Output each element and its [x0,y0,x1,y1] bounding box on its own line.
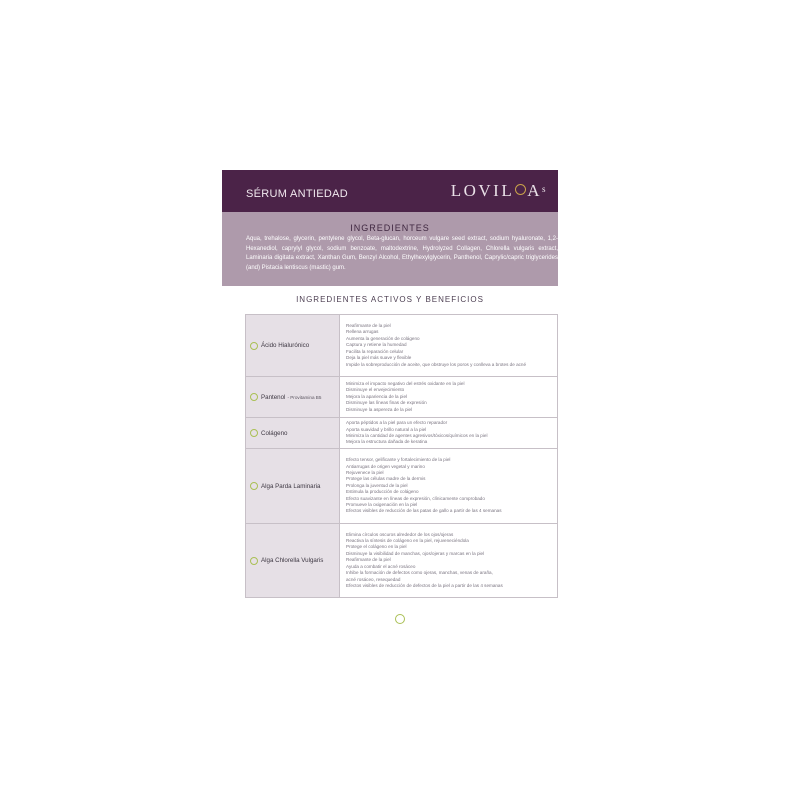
benefit-item: Minimiza el impacto negativo del estrés oxidante en la piel [346,380,465,386]
benefit-item: Efectos visibles de reducción de las patas de gallo a partir de las 4 semanas [346,508,502,514]
brand-logo: LOVIL $A^s$ [450,181,548,200]
leaf-icon [250,429,258,437]
ingredients-text: Aqua, trehalose, glycerin, pentylene glycol, Beta-glucan, horceum vulgare seed extract, sodium hyaluronate, 1,2-Hexanediol, caprylyl glycol, sodium benzoate, maltodextrine, Hydrolyzed Collagen, Chlorella vulgaris extract, Laminaria digitata extract, Xanthan Gum, Benzyl Alcohol, Ethylhexylglycerin, Panthenol, Caprylic/capric triglycerides (and) Pistacia lentiscus (mastic) gum. [246,236,558,271]
benefit-item: Reactiva la síntesis de colágeno en la piel, rejuveneciéndola [346,538,469,544]
benefit-item: Deja la piel más suave y flexible [346,355,412,361]
benefit-item: Impide la sobreproducción de aceite, que obstruye los poros y conlleva a brotes de acné [346,361,527,367]
leaf-icon [250,482,258,490]
table-row [246,315,558,377]
benefit-item: Minimiza la cantidad de agentes agresivos/tóxicos/químicos en la piel [346,433,488,438]
benefit-item: Disminuye la visibilidad de manchas, ojos/ojeras y marcas en la piel [346,550,485,556]
header-bar [222,170,558,212]
benefit-item: Captura y retiene la humedad [346,342,407,348]
benefit-item: Protege las células madre de la dermis [346,476,426,482]
benefits-table [245,314,558,598]
sun-icon [515,184,526,195]
active-ingredients-title: INGREDIENTES ACTIVOS Y BENEFICIOS [296,295,484,304]
table-row [246,449,558,524]
benefits-cell [340,315,558,377]
benefit-item: Estimula la producción de colágeno [346,489,419,495]
benefit-item: Antiarrugas de origen vegetal y marino [346,463,425,469]
benefit-item: Mejora la apariencia de la piel [346,393,408,399]
ingredient-name: Colágeno [261,429,288,437]
ingredients-title: INGREDIENTES [350,223,430,233]
benefit-item: Elimina círculos oscuros alrededor de los ojos/ojeras [346,531,454,537]
benefit-item: Disminuye el envejecimiento [346,387,405,393]
benefits-cell [340,524,558,598]
benefit-item: Disminuye las líneas finas de expresión [346,400,427,406]
benefits-cell [340,377,558,418]
ingredients-band [222,212,558,286]
ingredient-cell [246,315,340,377]
benefits-cell [340,418,558,449]
benefit-item: Disminuye la aspereza de la piel [346,406,413,412]
product-sheet [222,170,558,640]
benefit-item: Rellena arrugas [346,329,379,335]
benefit-item: Efecto tensor, gelificante y fortalecimiento de la piel [346,457,451,463]
ingredient-name: Alga Parda Laminaria [261,482,321,490]
ingredient-name: Alga Chlorella Vulgaris [261,557,324,564]
benefit-item: Efecto suavizante en líneas de expresión, clínicamente comprobado [346,495,485,501]
ingredient-cell [246,377,340,418]
leaf-icon [250,393,258,401]
benefits-cell [340,449,558,524]
leaf-icon [250,557,258,565]
benefit-item: Aporta péptidos a la piel para un efecto reparador [346,420,448,426]
benefit-item: Ayuda a combatir el acné rosáceo [346,563,416,569]
leaf-icon [250,342,258,350]
benefit-item: Aporta suavidad y brillo natural a la piel [346,426,427,432]
leaf-emblem-icon [395,614,405,624]
benefit-item: Inhibe la formación de defectos como ojeras, manchas, venas de araña, [346,570,493,576]
ingredient-cell [246,524,340,598]
benefit-item: Efectos visibles de reducción de defectos de la piel a partir de las 4 semanas [346,582,503,588]
table-row [246,418,558,449]
benefit-item: Protege el colágeno en la piel [346,544,407,550]
benefit-item: acné rosáceo, resequedad [346,576,401,582]
benefit-item: Promueve la oxigenación en la piel [346,502,418,508]
ingredient-name: Pantenol [261,393,286,401]
ingredient-subtitle: - Provitamina B5 [287,394,322,400]
ingredient-cell [246,418,340,449]
benefit-item: Facilita la reparación celular [346,348,404,354]
benefit-item: Prolonga la juventud de la piel [346,482,408,488]
benefit-item: Mejora la estructura dañada de keratina [346,439,428,445]
ingredient-name: Ácido Hialurónico [261,342,310,349]
table-row [246,377,558,418]
ingredient-cell [246,449,340,524]
table-row [246,524,558,598]
benefit-item: Rejuvenece la piel [346,469,384,475]
benefit-item: Reafirmante de la piel [346,323,391,329]
benefit-item: Aumenta la generación de colágeno [346,335,420,341]
benefit-item: Reafirmante de la piel [346,557,391,563]
product-title: SÉRUM ANTIEDAD [246,188,348,200]
